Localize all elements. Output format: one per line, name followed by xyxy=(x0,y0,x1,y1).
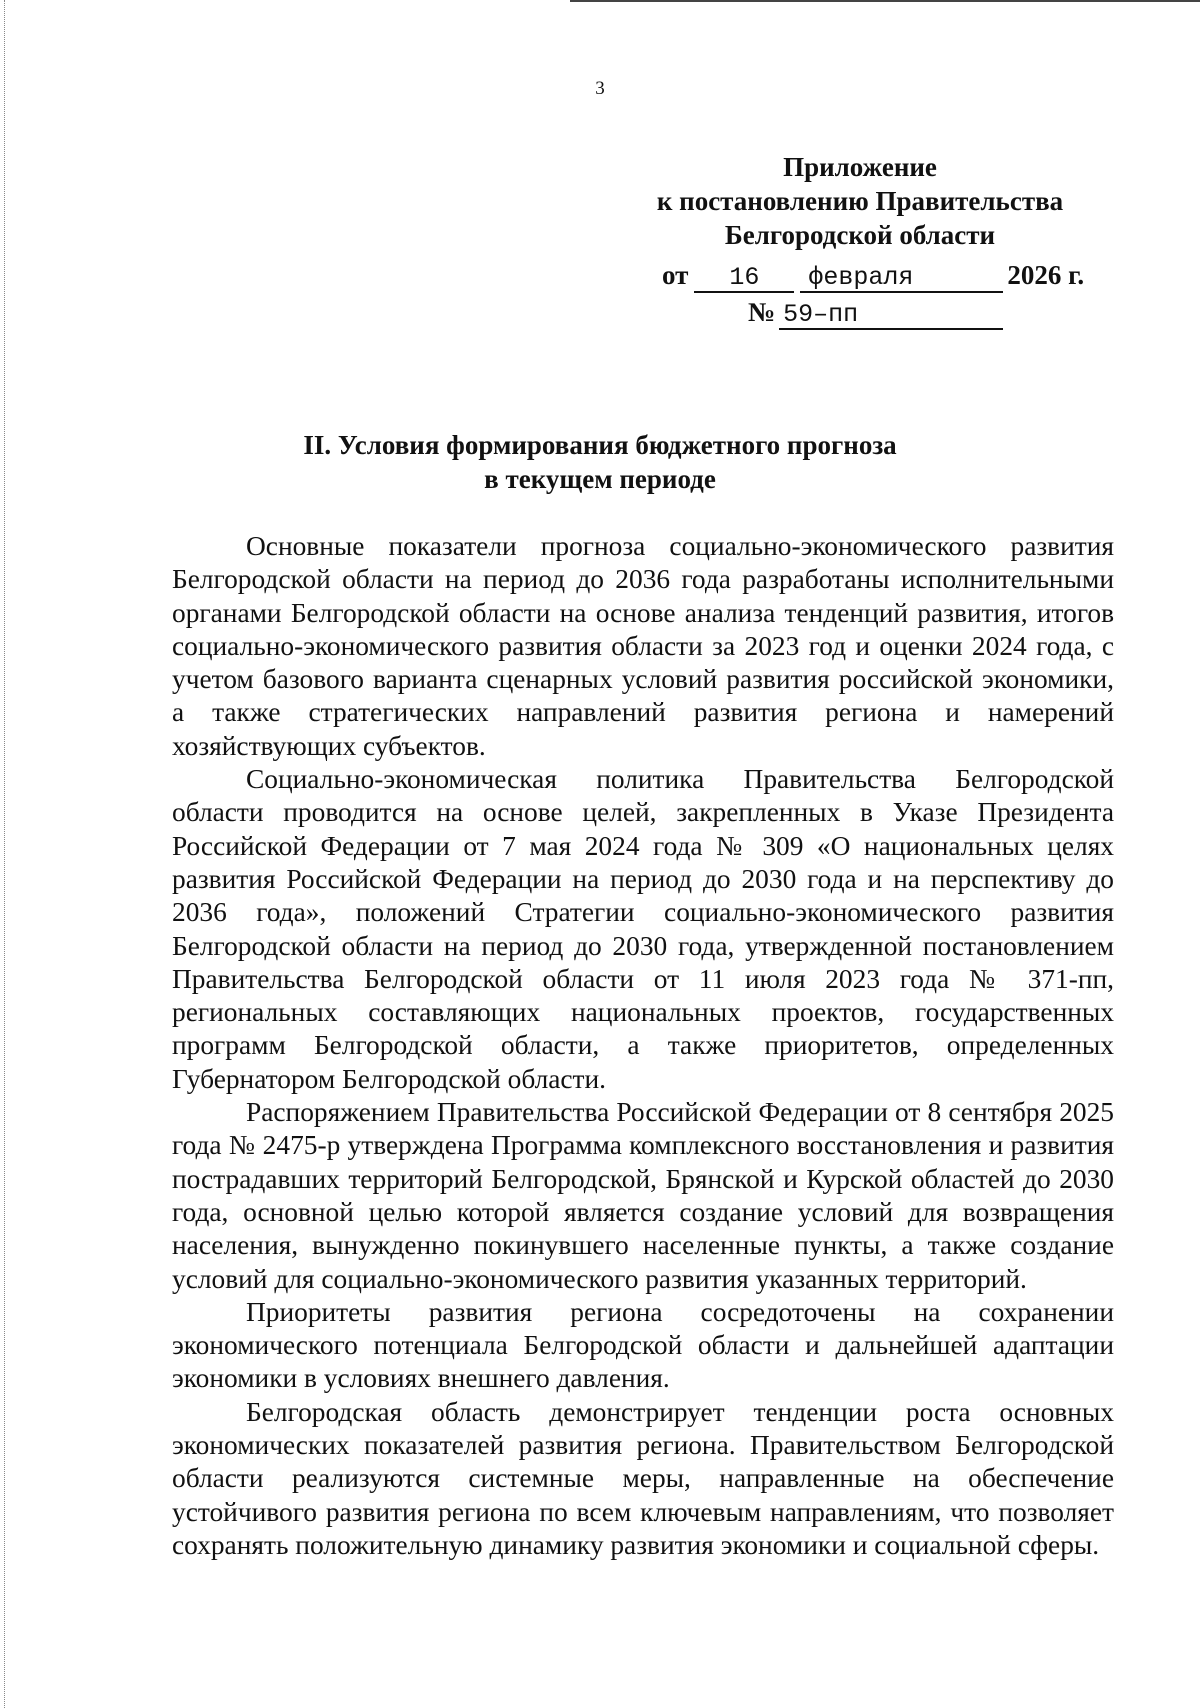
paragraph: Социально-экономическая политика Правительства Белгородской области проводится на основе целей, закрепленных в Указе Президента Российской Федерации от 7 мая 2024 года № 309 «О национальных целях развития Российской Федерации на период до 2030 года и на перспективу до 2036 года», положений Стратегии социально-экономического развития Белгородской области на период до 2030 года, утвержденной постановлением Правительства Белгородской области от 11 июля 2023 года № 371-пп, региональных составляющих национальных проектов, государственных программ Белгородской области, а также приоритетов, определенных Губернатором Белгородской области. xyxy=(172,764,1114,1094)
paragraph: Основные показатели прогноза социально-экономического развития Белгородской области на период до 2036 года разработаны исполнительными органами Белгородской области на основе анализа тенденций развития, итогов социально-экономического развития области за 2023 год и оценки 2024 года, с учетом базового варианта сценарных условий развития российской экономики, а также стратегических направлений развития региона и намерений хозяйствующих субъектов. xyxy=(172,531,1114,761)
date-month: февраля xyxy=(800,265,1003,293)
section-title xyxy=(0,428,1200,496)
paragraph: Приоритеты развития региона сосредоточены на сохранении экономического потенциала Белгородской области и дальнейшей адаптации экономики в условиях внешнего давления. xyxy=(172,1296,1114,1394)
body-text xyxy=(172,530,1114,1562)
appendix-resolution-ref: к постановлению Правительства xyxy=(656,186,1064,216)
appendix-date-line xyxy=(662,258,1084,293)
date-day: 16 xyxy=(694,265,794,293)
date-prefix: от xyxy=(662,260,689,290)
number-prefix: № xyxy=(748,297,776,327)
section-title-line-2: в текущем периоде xyxy=(484,464,716,494)
page-number: 3 xyxy=(595,78,605,99)
scan-top-rule xyxy=(570,0,1200,2)
date-year: 2026 г. xyxy=(1007,260,1085,290)
appendix-header xyxy=(600,150,1120,252)
document-number: 59–пп xyxy=(779,302,1003,330)
appendix-title: Приложение xyxy=(783,152,937,182)
paragraph: Распоряжением Правительства Российской Федерации от 8 сентября 2025 года № 2475-р утверждена Программа комплексного восстановления и развития пострадавших территорий Белгородской, Брянской и Курской областей до 2030 года, основной целью которой является создание условий для возвращения населения, вынужденно покинувшего населенные пункты, а также создание условий для социально-экономического развития указанных территорий. xyxy=(172,1097,1114,1294)
appendix-region: Белгородской области xyxy=(724,220,996,250)
paragraph: Белгородская область демонстрирует тенденции роста основных экономических показателей развития региона. Правительством Белгородской области реализуются системные меры, направленные на обеспечение устойчивого развития региона по всем ключевым направлениям, что позволяет сохранять положительную динамику развития экономики и социальной сферы. xyxy=(172,1396,1114,1560)
scan-left-edge xyxy=(4,0,5,1708)
section-title-line-1: II. Условия формирования бюджетного прогноза xyxy=(303,430,897,460)
appendix-number-line xyxy=(748,295,1003,330)
